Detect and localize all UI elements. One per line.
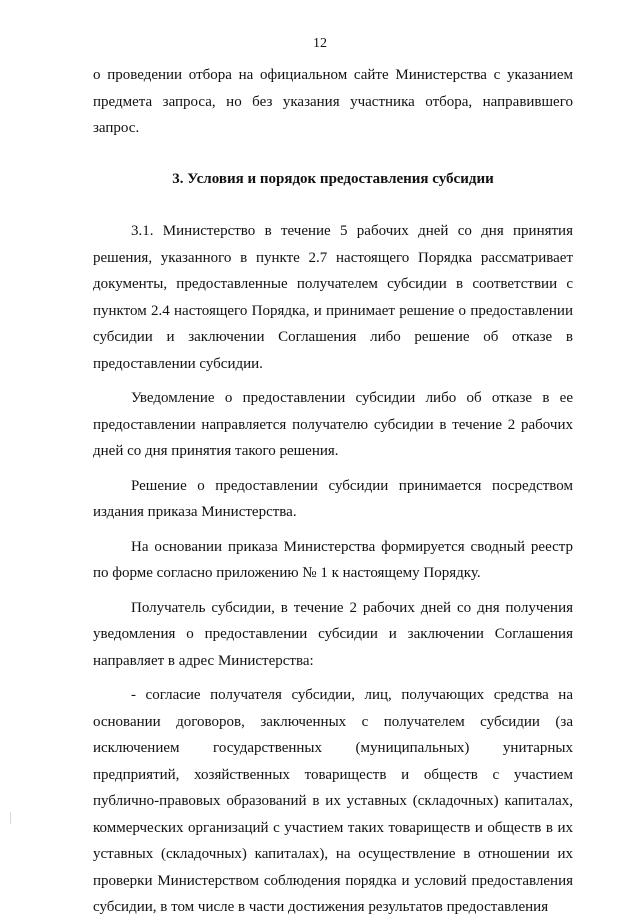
paragraph-consent-item: - согласие получателя субсидии, лиц, получающих средства на основании договоров, заключенных с получателем субсидии (за исключением государственных (муниципальных) унитарных предприятий, хозяйственных товариществ и обществ с участием публично-правовых образований в их уставных (складочных) капиталах, коммерческих организаций с участием таких товариществ и обществ в их уставных (складочных) капиталах), на осуществление в отношении их проверки Министерством соблюдения порядка и условий предоставления субсидии, в том числе в части достижения результатов предоставления [93, 687, 573, 915]
paragraph-3-1: 3.1. Министерство в течение 5 рабочих дней со дня принятия решения, указанного в пункте 2.7 настоящего Порядка рассматривает документы, предоставленные получателем субсидии в соответствии с пунктом 2.4 настоящего Порядка, и принимает решение о предоставлении субсидии и заключении Соглашения либо решение об отказе в предоставлении субсидии. [93, 223, 573, 372]
page-number: 12 [313, 36, 327, 51]
paragraph-notification: Уведомление о предоставлении субсидии либо об отказе в ее предоставлении направляется получателю субсидии в течение 2 рабочих дней со дня принятия такого решения. [93, 390, 573, 459]
paragraph-registry: На основании приказа Министерства формируется сводный реестр по форме согласно приложению № 1 к настоящему Порядку. [93, 538, 573, 581]
paragraph-recipient: Получатель субсидии, в течение 2 рабочих дней со дня получения уведомления о предоставлении субсидии и заключении Соглашения направляет в адрес Министерства: [93, 599, 573, 669]
paragraph-decision: Решение о предоставлении субсидии принимается посредством издания приказа Министерства. [93, 477, 573, 520]
document-body [93, 62, 573, 921]
scan-mark [10, 812, 11, 824]
section-heading: 3. Условия и порядок предоставления субсидии [172, 170, 494, 187]
continuation-paragraph: о проведении отбора на официальном сайте Министерства с указанием предмета запроса, но без указания участника отбора, направившего запрос. [93, 67, 573, 136]
